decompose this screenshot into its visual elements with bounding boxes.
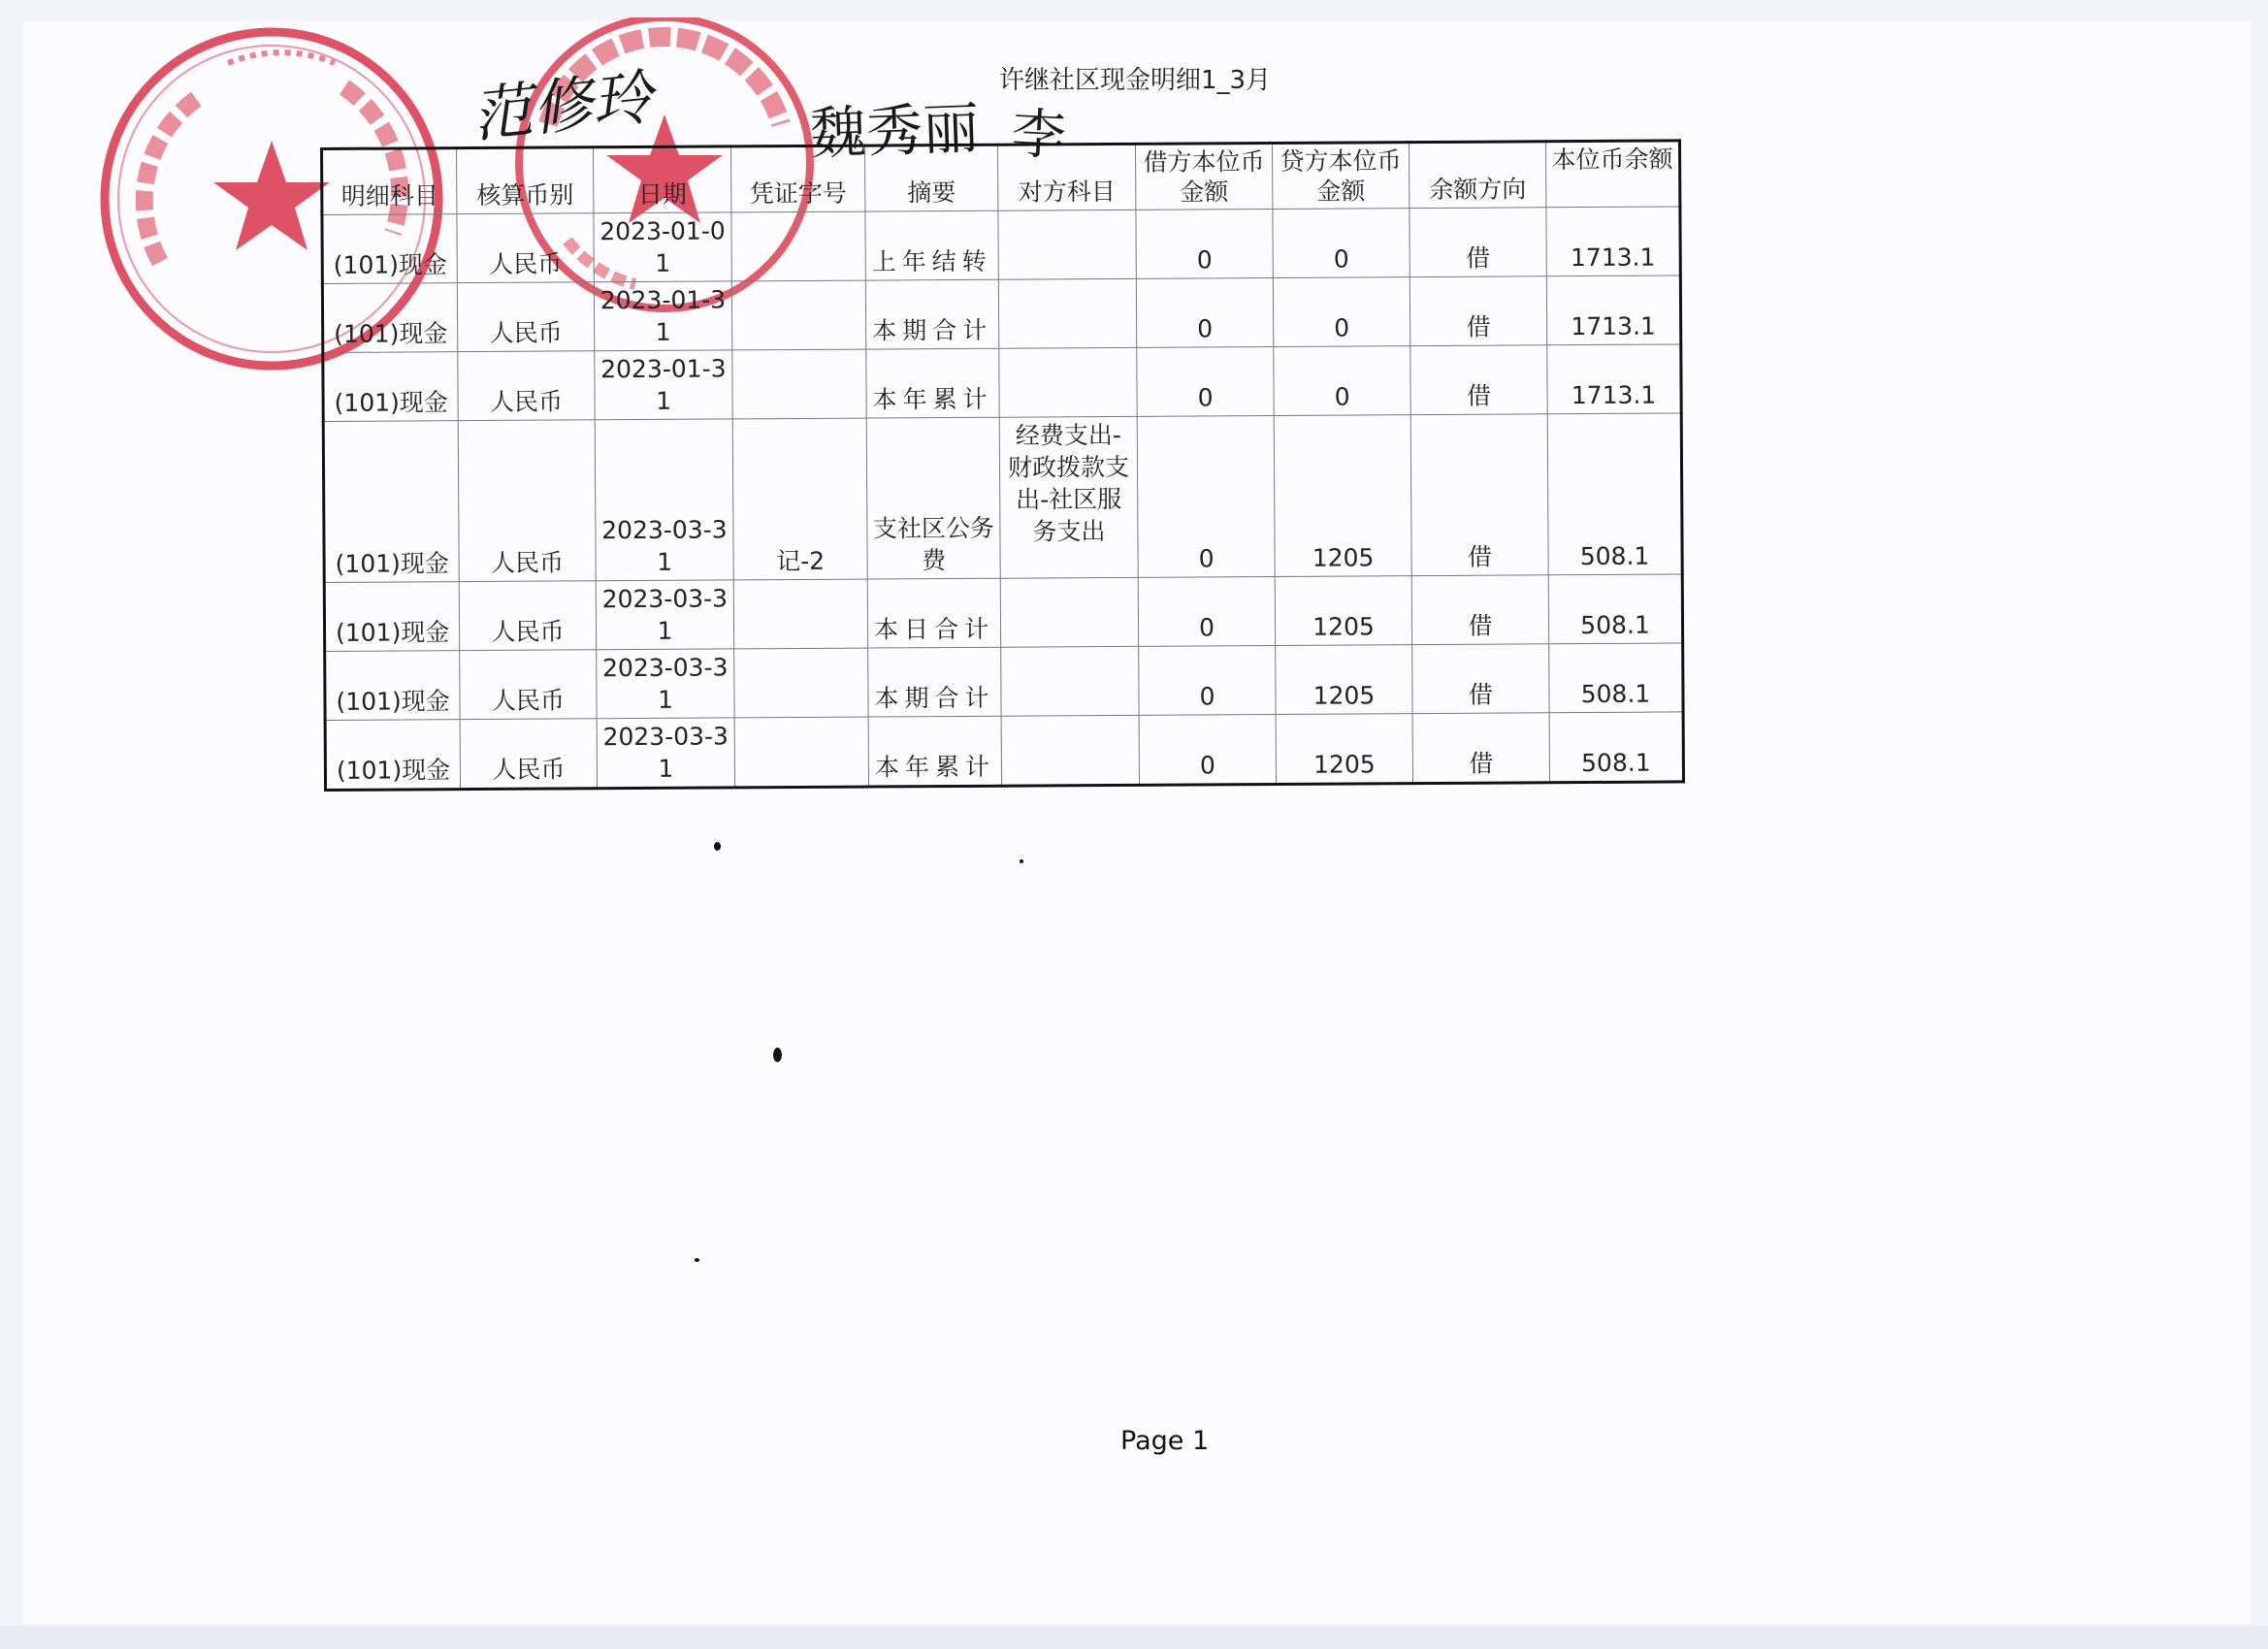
cell-account: (101)现金 bbox=[325, 651, 460, 721]
cell-currency: 人民币 bbox=[458, 420, 596, 582]
cell-counter-account bbox=[1001, 646, 1139, 716]
cell-counter-account bbox=[1000, 577, 1138, 647]
cell-date: 2023-03-31 bbox=[595, 419, 733, 581]
cell-debit: 0 bbox=[1136, 278, 1273, 348]
cell-voucher bbox=[734, 648, 868, 718]
cell-credit: 1205 bbox=[1274, 415, 1411, 577]
cell-debit: 0 bbox=[1136, 210, 1273, 279]
cell-counter-account bbox=[998, 210, 1136, 279]
cell-direction: 借 bbox=[1409, 208, 1546, 277]
cell-debit: 0 bbox=[1139, 714, 1276, 785]
cell-voucher bbox=[732, 349, 866, 419]
cell-summary: 本年累计 bbox=[866, 348, 999, 418]
cash-ledger-table bbox=[320, 139, 1685, 792]
cell-balance: 508.1 bbox=[1548, 574, 1682, 644]
scan-speck bbox=[714, 842, 721, 851]
cell-credit: 1205 bbox=[1275, 576, 1411, 646]
cell-balance: 1713.1 bbox=[1547, 344, 1681, 414]
cell-direction: 借 bbox=[1412, 713, 1549, 784]
cell-counter-account: 经费支出-财政拨款支出-社区服务支出 bbox=[999, 416, 1138, 578]
cell-counter-account bbox=[998, 278, 1136, 348]
cell-credit: 0 bbox=[1274, 346, 1410, 416]
cell-currency: 人民币 bbox=[457, 282, 594, 352]
cell-credit: 0 bbox=[1273, 277, 1409, 347]
cell-currency: 人民币 bbox=[460, 650, 597, 720]
table-row bbox=[323, 413, 1682, 583]
cell-voucher bbox=[731, 211, 865, 281]
cell-debit: 0 bbox=[1139, 645, 1276, 715]
cell-summary: 本期合计 bbox=[865, 279, 998, 349]
signature-1: 范修玲 bbox=[469, 61, 656, 151]
cell-balance: 508.1 bbox=[1549, 712, 1683, 783]
table-header-row bbox=[322, 141, 1680, 215]
cell-currency: 人民币 bbox=[460, 719, 597, 790]
header-cell: 核算币别 bbox=[457, 147, 594, 214]
cell-account: (101)现金 bbox=[323, 352, 458, 422]
cell-voucher bbox=[731, 280, 865, 350]
cell-date: 2023-01-31 bbox=[594, 281, 731, 351]
cell-date: 2023-03-31 bbox=[597, 718, 734, 789]
cell-balance: 508.1 bbox=[1547, 413, 1682, 575]
cell-direction: 借 bbox=[1412, 644, 1549, 714]
page-number: Page 1 bbox=[1120, 1426, 1210, 1456]
table-row bbox=[322, 207, 1680, 284]
cell-balance: 1713.1 bbox=[1546, 275, 1680, 345]
cell-voucher: 记-2 bbox=[732, 418, 867, 580]
header-cell: 对方科目 bbox=[997, 144, 1135, 210]
header-cell: 贷方本位币金额 bbox=[1272, 143, 1409, 210]
cell-direction: 借 bbox=[1409, 276, 1546, 346]
signature-3: 李 bbox=[1010, 102, 1068, 169]
cell-direction: 借 bbox=[1411, 575, 1548, 645]
header-cell: 借方本位币金额 bbox=[1135, 144, 1272, 210]
cell-direction: 借 bbox=[1410, 414, 1548, 576]
cell-counter-account bbox=[999, 347, 1137, 417]
table-row bbox=[322, 275, 1680, 353]
cell-balance: 508.1 bbox=[1549, 643, 1683, 713]
scan-speck bbox=[1020, 859, 1023, 863]
header-cell: 余额方向 bbox=[1409, 142, 1545, 209]
cell-date: 2023-01-01 bbox=[594, 212, 731, 282]
cell-voucher bbox=[733, 579, 867, 649]
cell-currency: 人民币 bbox=[459, 581, 596, 651]
scan-speck bbox=[773, 1048, 782, 1062]
cell-account: (101)现金 bbox=[325, 720, 460, 791]
cell-date: 2023-03-31 bbox=[596, 580, 733, 650]
signature-2: 魏秀丽 bbox=[809, 94, 981, 168]
cell-account: (101)现金 bbox=[322, 283, 457, 353]
cell-account: (101)现金 bbox=[323, 421, 459, 583]
cell-counter-account bbox=[1001, 715, 1139, 786]
table-row bbox=[324, 574, 1682, 652]
header-cell: 凭证字号 bbox=[731, 146, 865, 212]
scan-edge bbox=[0, 1626, 2268, 1649]
table-row bbox=[323, 344, 1681, 422]
header-cell: 日期 bbox=[594, 146, 731, 213]
cell-debit: 0 bbox=[1137, 415, 1275, 577]
header-cell: 明细科目 bbox=[322, 148, 457, 215]
cell-currency: 人民币 bbox=[458, 351, 595, 421]
scan-speck bbox=[695, 1258, 699, 1262]
cell-currency: 人民币 bbox=[457, 213, 594, 283]
cell-account: (101)现金 bbox=[324, 582, 459, 652]
cell-credit: 1205 bbox=[1276, 714, 1412, 785]
header-cell: 摘要 bbox=[864, 145, 997, 211]
cell-voucher bbox=[734, 717, 868, 788]
document-title: 许继社区现金明细1_3月 bbox=[999, 66, 1272, 95]
cell-debit: 0 bbox=[1137, 347, 1274, 417]
cell-credit: 0 bbox=[1273, 209, 1409, 278]
cell-account: (101)现金 bbox=[322, 214, 457, 284]
cell-summary: 本年累计 bbox=[868, 716, 1001, 787]
cell-date: 2023-03-31 bbox=[597, 649, 734, 719]
table-row bbox=[325, 643, 1683, 721]
cell-balance: 1713.1 bbox=[1546, 207, 1680, 276]
cell-debit: 0 bbox=[1138, 576, 1275, 646]
header-cell: 本位币余额 bbox=[1545, 141, 1679, 208]
cell-summary: 本日合计 bbox=[867, 578, 1000, 648]
cell-summary: 上年结转 bbox=[865, 210, 998, 280]
cell-credit: 1205 bbox=[1276, 645, 1412, 715]
cell-direction: 借 bbox=[1410, 345, 1547, 415]
cell-summary: 支社区公务费 bbox=[866, 417, 1000, 579]
star-icon bbox=[213, 141, 330, 250]
cell-summary: 本期合计 bbox=[868, 647, 1001, 717]
cell-date: 2023-01-31 bbox=[595, 350, 732, 420]
table-row bbox=[325, 712, 1683, 791]
